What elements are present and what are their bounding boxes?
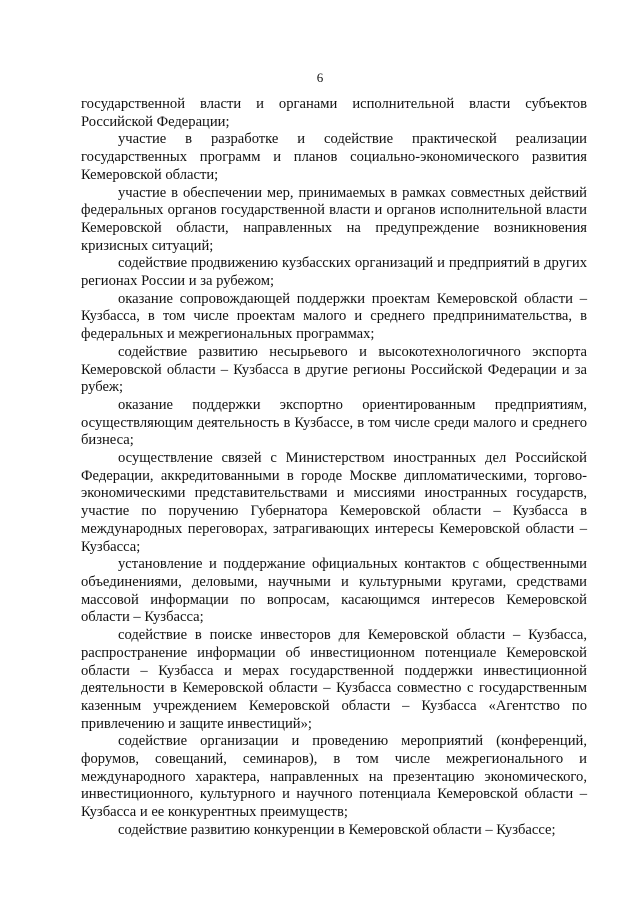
paragraph: участие в разработке и содействие практической реализации государственных программ и планов социально-экономического развития Кемеровской области; <box>81 131 587 183</box>
paragraph: оказание поддержки экспортно ориентированным предприятиям, осуществляющим деятельность в Кузбассе, в том числе среди малого и среднего бизнеса; <box>81 396 587 449</box>
paragraph: содействие развитию конкуренции в Кемеровской области – Кузбассе; <box>118 821 556 838</box>
document-body <box>81 96 587 840</box>
paragraph: участие в обеспечении мер, принимаемых в рамках совместных действий федеральных органов государственной власти и органов исполнительной власти Кемеровской области, направленных на предупреждение возникновения кризисных ситуаций; <box>81 184 587 254</box>
paragraph: осуществление связей с Министерством иностранных дел Российской Федерации, аккредитованными в городе Москве дипломатическими, торгово-экономическими представительствами и миссиями иностранных государств, участие по поручению Губернатора Кемеровской области – Кузбасса в международных переговорах, затрагивающих интересы Кемеровской области – Кузбасса; <box>81 450 587 555</box>
page-number: 6 <box>316 70 324 85</box>
paragraph: содействие в поиске инвесторов для Кемеровской области – Кузбасса, распространение информации об инвестиционном потенциале Кемеровской области – Кузбасса и мерах государственной поддержки инвестиционной деятельности в Кемеровской области – Кузбасса совместно с государственным казенным учреждением Кемеровской области – Кузбасса «Агентство по привлечению и защите инвестиций»; <box>81 627 587 732</box>
paragraph: оказание сопровождающей поддержки проектам Кемеровской области – Кузбасса, в том числе проектам малого и среднего предпринимательства, в федеральных и межрегиональных программах; <box>81 290 587 343</box>
paragraph: содействие продвижению кузбасских организаций и предприятий в других регионах России и за рубежом; <box>81 255 587 290</box>
paragraph: содействие развитию несырьевого и высокотехнологичного экспорта Кемеровской области – Кузбасса в другие регионы Российской Федерации и за рубеж; <box>81 343 587 396</box>
paragraph-continuation: государственной власти и органами исполнительной власти субъектов Российской Федерации; <box>81 96 587 130</box>
paragraph: установление и поддержание официальных контактов с общественными объединениями, деловыми, научными и культурными кругами, средствами массовой информации по вопросам, касающимся интересов Кемеровской области – Кузбасса; <box>81 556 587 626</box>
paragraph: содействие организации и проведению мероприятий (конференций, форумов, совещаний, семинаров), в том числе межрегионального и международного характера, направленных на презентацию экономического, инвестиционного, культурного и научного потенциала Кемеровской области – Кузбасса и ее конкурентных преимуществ; <box>81 733 587 821</box>
